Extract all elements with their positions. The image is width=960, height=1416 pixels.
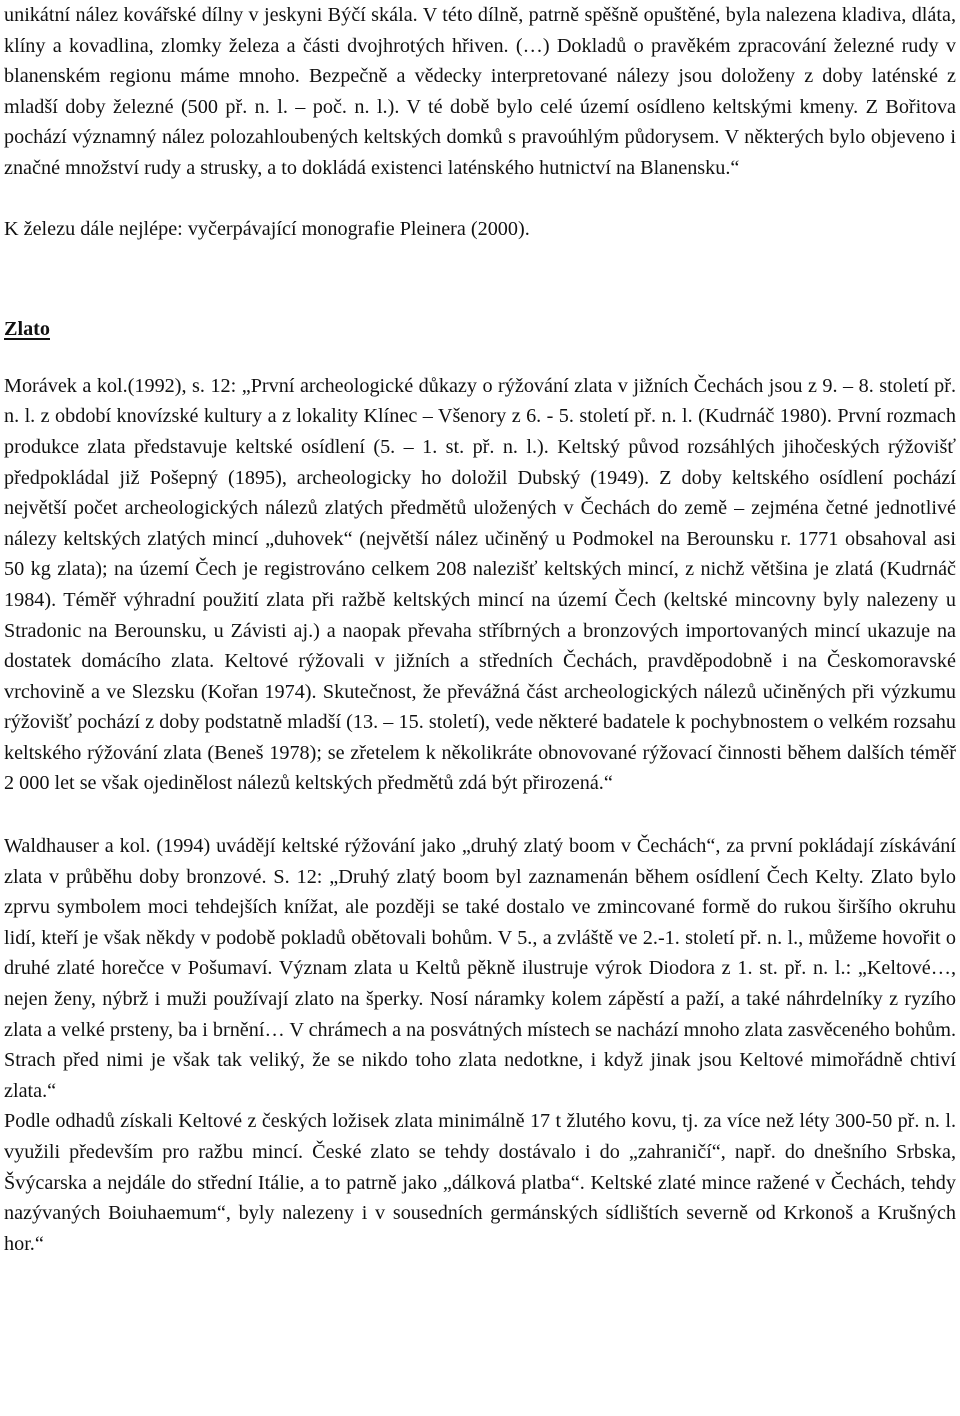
paragraph-reference: K železu dále nejlépe: vyčerpávající monografie Pleinera (2000). bbox=[4, 217, 530, 240]
document-page bbox=[4, 0, 956, 1259]
paragraph-waldhauser: Waldhauser a kol. (1994) uvádějí keltské rýžování jako „druhý zlatý boom v Čechách“, za první pokládají získávání zlata v průběhu doby bronzové. S. 12: „Druhý zlatý boom byl zaznamenán během osídlení Čech Kelty. Zlato bylo zprvu symbolem moci tehdejších knížat, ale později se také dostalo ve zmincované formě do rukou širšího okruhu lidí, kteří je však někdy v podobě pokladů obětovali bohům. V 5., a zvláště ve 2.-1. století př. n. l., můžeme hovořit o druhé zlaté horečce v Pošumaví. Význam zlata u Keltů pěkně ilustruje výrok Diodora z 1. st. př. n. l.: „Keltové…, nejen ženy, nýbrž i muži používají zlato na šperky. Nosí náramky kolem zápěstí a paží, a také náhrdelníky z ryzího zlata a velké prsteny, ba i brnění… V chrámech a na posvátných místech se nachází mnoho zlata zasvěceného bohům. Strach před nimi je však tak veliký, že se nikdo toho zlata nedotkne, i když jinak jsou Keltové mimořádně chtiví zlata.“ bbox=[4, 835, 957, 1102]
paragraph-intro: unikátní nález kovářské dílny v jeskyni Býčí skála. V této dílně, patrně spěšně opuštěné, byla nalezena kladiva, dláta, klíny a kovadlina, zlomky železa a části dvojhrotých hřiven. (…) Dokladů o pravěkém zpracování železné rudy v blanenském regionu máme mnoho. Bezpečně a vědecky interpretované nálezy jsou doloženy z doby laténské z mladší doby železné (500 př. n. l. – poč. n. l.). V té době bylo celé území osídleno keltskými kmeny. Z Bořitova pochází významný nález polozahloubených keltských domků s pravoúhlým půdorysem. V některých bylo objeveno i značné množství rudy a strusky, a to dokládá existenci laténského hutnictví na Blanensku.“ bbox=[4, 4, 956, 179]
section-heading: Zlato bbox=[4, 318, 50, 341]
paragraph-estimate: Podle odhadů získali Keltové z českých ložisek zlata minimálně 17 t žlutého kovu, tj. za více než léty 300-50 př. n. l. využili především pro ražbu mincí. České zlato se tehdy dostávalo i do „zahraničí“, např. do dnešního Srbska, Švýcarska a nejdále do střední Itálie, a to patrně jako „dálková platba“. Keltské zlaté mince ražené v Čechách, tehdy nazývaných Boiuhaemum“, byly nalezeny i v sousedních germánských sídlištích severně od Krkonoš a Krušných hor.“ bbox=[4, 1110, 956, 1255]
paragraph-moravek: Morávek a kol.(1992), s. 12: „První archeologické důkazy o rýžování zlata v jižních Čechách jsou z 9. – 8. století př. n. l. z období knovízské kultury a z lokality Klínec – Všenory z 6. - 5. století př. n. l. (Kudrnáč 1980). První rozmach produkce zlata představuje keltské osídlení (5. – 1. st. př. n. l.). Keltský původ rozsáhlých jihočeských rýžovišť předpokládal již Pošepný (1895), archeologicky ho doložil Dubský (1949). Z doby keltského osídlení pochází největší počet archeologických nálezů zlatých předmětů uložených v Čechách do země – zejména četné jednotlivé nálezy keltských zlatých mincí „duhovek“ (největší nález učiněný u Podmokel na Berounsku r. 1771 obsahoval asi 50 kg zlata); na území Čech je registrováno celkem 208 nalezišť keltských mincí, z nichž většina je zlatá (Kudrnáč 1984). Téměř výhradní použití zlata při ražbě keltských mincí na území Čech (keltské mincovny byly nalezeny u Stradonic na Berounsku, u Závisti aj.) a naopak převaha stříbrných a bronzových importovaných mincí ukazuje na dostatek domácího zlata. Keltové rýžovali v jižních a středních Čechách, pravděpodobně i na Českomoravské vrchovině a ve Slezsku (Kořan 1974). Skutečnost, že převážná část archeologických nálezů učiněných při výzkumu rýžovišť pochází z doby podstatně mladší (13. – 15. století), vede některé badatele k pochybnostem o velkém rozsahu keltského rýžování zlata (Beneš 1978); se zřetelem k několikráte obnovované rýžovací činnosti během dalších téměř 2 000 let se však ojedinělost nálezů keltských předmětů zdá být přirozená.“ bbox=[4, 374, 956, 795]
